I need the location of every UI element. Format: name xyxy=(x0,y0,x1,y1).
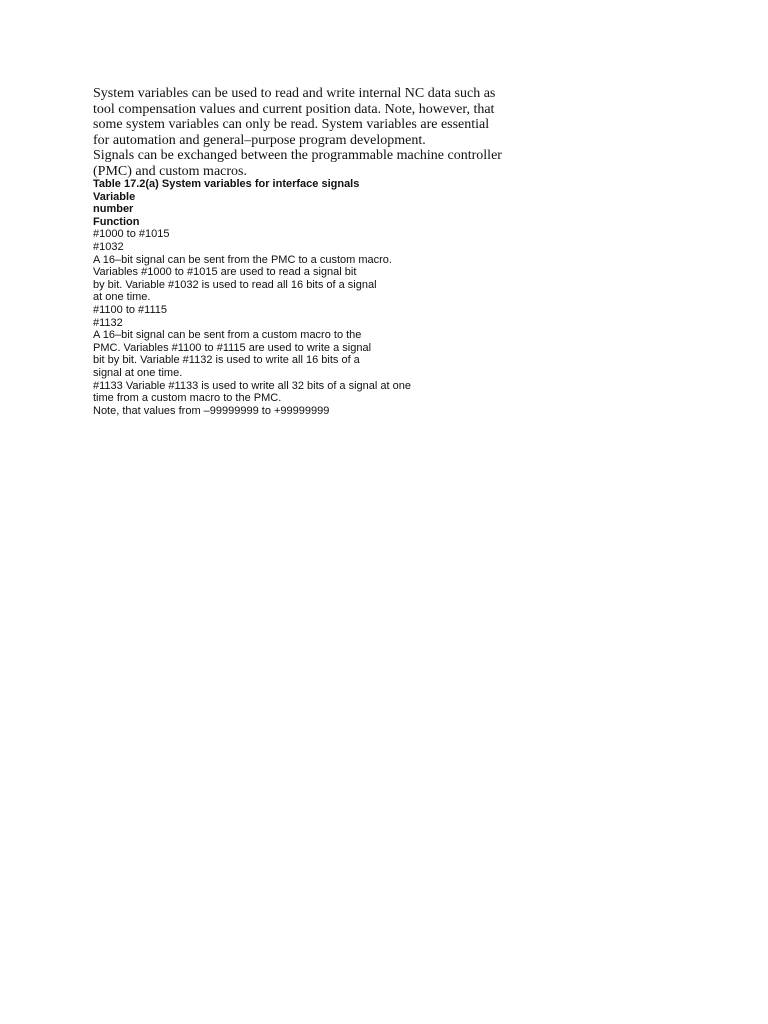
table-row-text: #1100 to #1115 xyxy=(93,303,168,316)
intro-paragraph xyxy=(93,86,533,179)
table-row-text: #1000 to #1015 xyxy=(93,228,170,241)
table-header-function: Function xyxy=(93,215,140,228)
table-row-text: A 16–bit signal can be sent from a custom macro to the xyxy=(93,329,362,342)
intro-line: Signals can be exchanged between the programmable machine controller xyxy=(93,148,502,163)
table-row-text: #1132 xyxy=(93,316,123,329)
table-row-text: time from a custom macro to the PMC. xyxy=(93,392,282,405)
table-header-variable: Variable xyxy=(93,190,136,203)
table-row-text: A 16–bit signal can be sent from the PMC to a custom macro. xyxy=(93,253,392,266)
table-row-text: bit by bit. Variable #1132 is used to write all 16 bits of a xyxy=(93,354,360,367)
table-row-text: Variables #1000 to #1015 are used to read a signal bit xyxy=(93,266,357,279)
system-variables-table xyxy=(93,178,533,417)
intro-line: System variables can be used to read and write internal NC data such as xyxy=(93,86,496,101)
table-row-text: #1133 Variable #1133 is used to write all 32 bits of a signal at one xyxy=(93,379,411,392)
intro-line: for automation and general–purpose program development. xyxy=(93,132,426,148)
document-page xyxy=(93,86,533,417)
intro-line: some system variables can only be read. System variables are essential xyxy=(93,117,490,132)
table-row-text: PMC. Variables #1100 to #1115 are used to write a signal xyxy=(93,341,372,354)
intro-line: tool compensation values and current position data. Note, however, that xyxy=(93,101,495,117)
table-caption: Table 17.2(a) System variables for interface signals xyxy=(93,178,360,190)
table-row-text: #1032 xyxy=(93,240,124,253)
intro-line: (PMC) and custom macros. xyxy=(93,163,247,179)
table-row-text: Note, that values from –99999999 to +99999999 xyxy=(93,404,330,417)
table-row-text: signal at one time. xyxy=(93,366,183,379)
table-header-number: number xyxy=(93,203,134,216)
table-row-text: by bit. Variable #1032 is used to read all 16 bits of a signal xyxy=(93,278,377,291)
table-row-text: at one time. xyxy=(93,291,151,304)
